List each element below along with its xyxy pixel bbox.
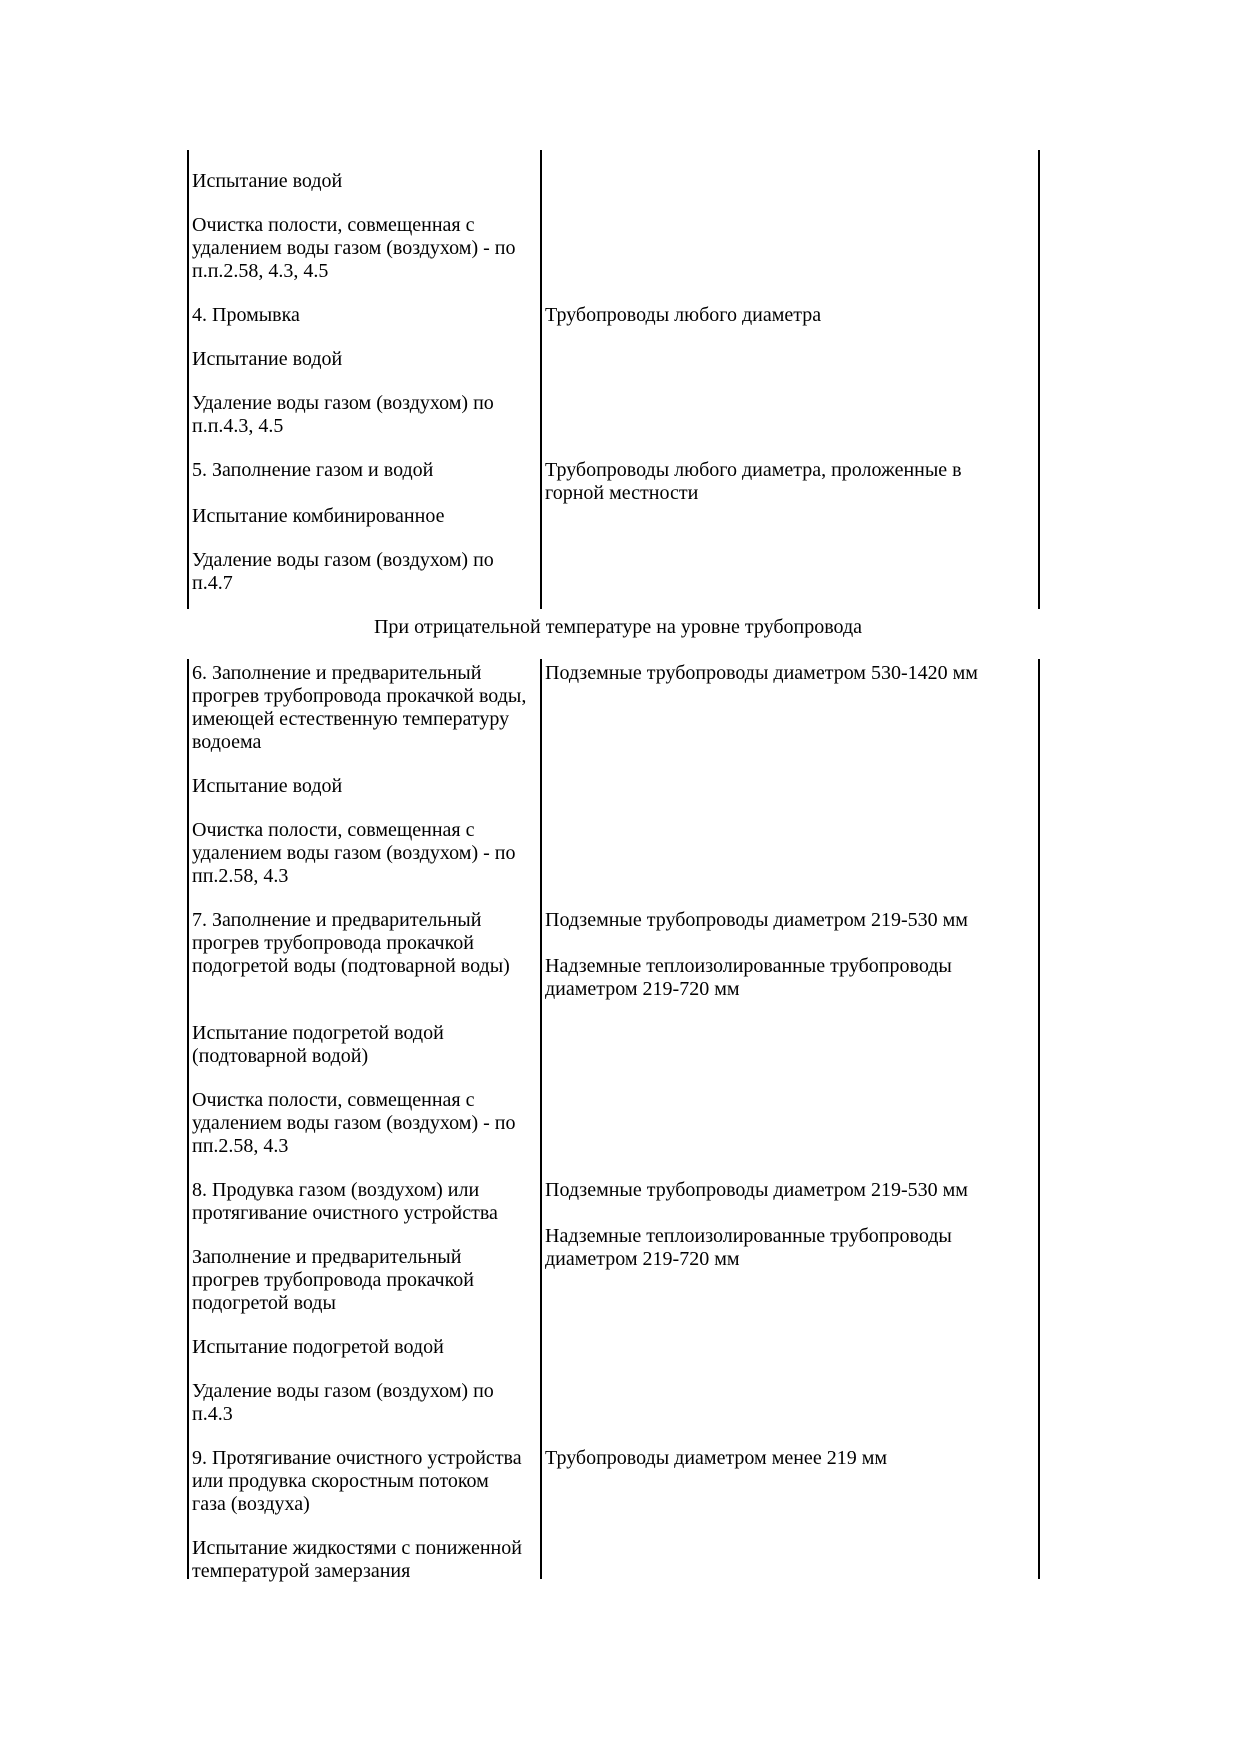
cell-text: прогрев трубопровода прокачкой воды, bbox=[192, 685, 527, 707]
cell-text: имеющей естественную температуру bbox=[192, 708, 510, 730]
cell-text: 4. Промывка bbox=[192, 304, 300, 326]
cell-text: (подтоварной водой) bbox=[192, 1045, 369, 1067]
cell-text: 8. Продувка газом (воздухом) или bbox=[192, 1179, 480, 1201]
cell-text: Испытание водой bbox=[192, 170, 343, 192]
cell-text: протягивание очистного устройства bbox=[192, 1202, 498, 1224]
table-border-left bbox=[187, 659, 189, 1579]
cell-text: Испытание подогретой водой bbox=[192, 1022, 444, 1044]
cell-text: Трубопроводы любого диаметра, проложенные в bbox=[545, 459, 962, 481]
cell-text: 6. Заполнение и предварительный bbox=[192, 662, 482, 684]
cell-text: Очистка полости, совмещенная с bbox=[192, 819, 475, 841]
table-border-left bbox=[187, 150, 189, 609]
section-header: При отрицательной температуре на уровне трубопровода bbox=[373, 616, 863, 638]
cell-text: удалением воды газом (воздухом) - по bbox=[192, 1112, 516, 1134]
cell-text: Удаление воды газом (воздухом) по bbox=[192, 549, 494, 571]
cell-text: п.4.3 bbox=[192, 1403, 233, 1425]
cell-text: п.п.4.3, 4.5 bbox=[192, 415, 284, 437]
cell-text: Трубопроводы любого диаметра bbox=[545, 304, 822, 326]
cell-text: подогретой воды (подтоварной воды) bbox=[192, 955, 510, 977]
table-column-divider bbox=[540, 659, 542, 1579]
cell-text: 7. Заполнение и предварительный bbox=[192, 909, 482, 931]
cell-text: подогретой воды bbox=[192, 1292, 336, 1314]
cell-text: прогрев трубопровода прокачкой bbox=[192, 932, 475, 954]
cell-text: 5. Заполнение газом и водой bbox=[192, 459, 434, 481]
cell-text: Испытание жидкостями с пониженной bbox=[192, 1537, 522, 1559]
cell-text: Подземные трубопроводы диаметром 219-530 мм bbox=[545, 909, 968, 931]
cell-text: 9. Протягивание очистного устройства bbox=[192, 1447, 522, 1469]
cell-text: газа (воздуха) bbox=[192, 1493, 310, 1515]
table-column-divider bbox=[540, 150, 542, 609]
cell-text: Испытание комбинированное bbox=[192, 505, 445, 527]
cell-text: Испытание водой bbox=[192, 775, 343, 797]
cell-text: Трубопроводы диаметром менее 219 мм bbox=[545, 1447, 888, 1469]
cell-text: Испытание подогретой водой bbox=[192, 1336, 444, 1358]
table-border-right bbox=[1038, 659, 1040, 1579]
cell-text: или продувка скоростным потоком bbox=[192, 1470, 489, 1492]
cell-text: температурой замерзания bbox=[192, 1560, 411, 1582]
cell-text: прогрев трубопровода прокачкой bbox=[192, 1269, 475, 1291]
cell-text: удалением воды газом (воздухом) - по bbox=[192, 237, 516, 259]
cell-text: Удаление воды газом (воздухом) по bbox=[192, 392, 494, 414]
cell-text: диаметром 219-720 мм bbox=[545, 1248, 740, 1270]
cell-text: Заполнение и предварительный bbox=[192, 1246, 462, 1268]
cell-text: пп.2.58, 4.3 bbox=[192, 1135, 289, 1157]
cell-text: п.п.2.58, 4.3, 4.5 bbox=[192, 260, 329, 282]
cell-text: Подземные трубопроводы диаметром 530-1420 мм bbox=[545, 662, 978, 684]
cell-text: Удаление воды газом (воздухом) по bbox=[192, 1380, 494, 1402]
cell-text: Подземные трубопроводы диаметром 219-530 мм bbox=[545, 1179, 968, 1201]
cell-text: диаметром 219-720 мм bbox=[545, 978, 740, 1000]
table-border-right bbox=[1038, 150, 1040, 609]
cell-text: Надземные теплоизолированные трубопроводы bbox=[545, 955, 952, 977]
cell-text: водоема bbox=[192, 731, 262, 753]
cell-text: Надземные теплоизолированные трубопроводы bbox=[545, 1225, 952, 1247]
cell-text: п.4.7 bbox=[192, 572, 233, 594]
cell-text: горной местности bbox=[545, 482, 699, 504]
cell-text: Очистка полости, совмещенная с bbox=[192, 214, 475, 236]
cell-text: удалением воды газом (воздухом) - по bbox=[192, 842, 516, 864]
cell-text: Очистка полости, совмещенная с bbox=[192, 1089, 475, 1111]
cell-text: пп.2.58, 4.3 bbox=[192, 865, 289, 887]
cell-text: Испытание водой bbox=[192, 348, 343, 370]
